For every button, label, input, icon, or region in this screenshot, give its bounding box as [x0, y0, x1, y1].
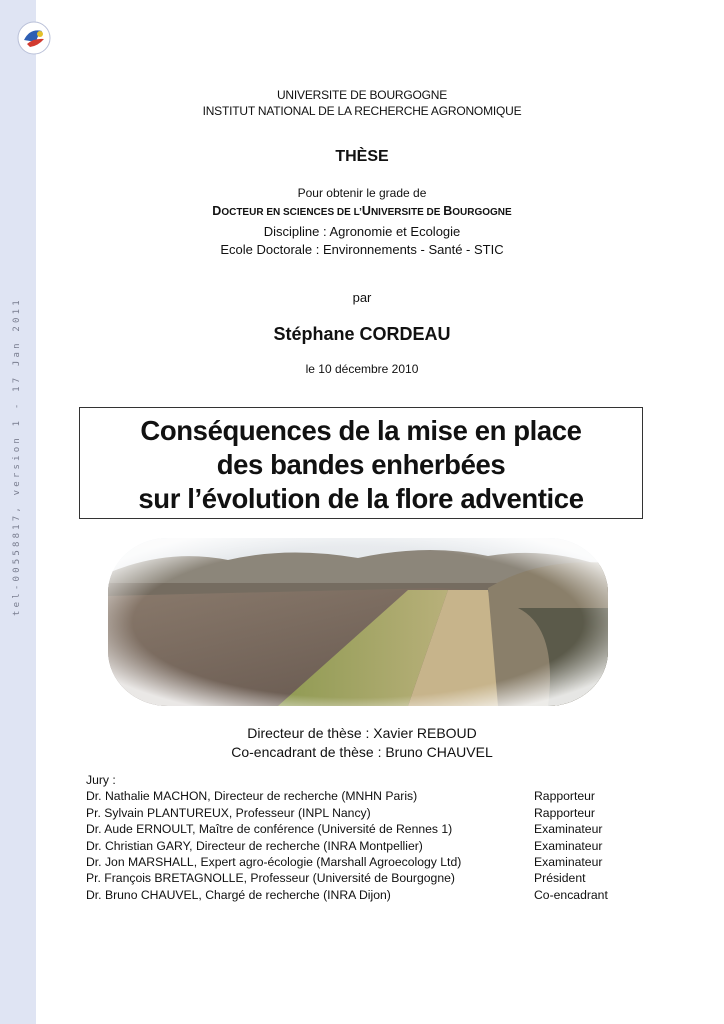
jury-member-name: Dr. Jon MARSHALL, Expert agro-écologie (Marshall Agroecology Ltd)	[86, 854, 462, 869]
jury-member-role: Président	[534, 871, 586, 886]
degree-title: DOCTEUR EN SCIENCES DE L’UNIVERSITE DE BOURGOGNE	[212, 204, 512, 218]
grade-intro: Pour obtenir le grade de	[297, 186, 427, 200]
institute-name: INSTITUT NATIONAL DE LA RECHERCHE AGRONOMIQUE	[202, 104, 522, 118]
par-label: par	[352, 290, 372, 305]
jury-member	[86, 805, 646, 821]
jury-member-role: Co-encadrant	[534, 887, 608, 902]
jury-member	[86, 870, 646, 886]
jury-member-name: Dr. Christian GARY, Directeur de recherche (INRA Montpellier)	[86, 838, 423, 853]
thesis-title-line: des bandes enherbées	[216, 449, 506, 480]
jury-member-name: Dr. Aude ERNOULT, Maître de conférence (Université de Rennes 1)	[86, 822, 453, 837]
co-supervisor: Co-encadrant de thèse : Bruno CHAUVEL	[231, 744, 493, 760]
jury-member-name: Dr. Nathalie MACHON, Directeur de recherche (MNHN Paris)	[86, 789, 418, 804]
jury-member	[86, 821, 646, 837]
jury-member-role: Rapporteur	[534, 789, 595, 804]
document-id: tel-00558817, version 1 - 17 Jan 2011	[12, 297, 22, 616]
doctoral-school: Ecole Doctorale : Environnements - Santé - STIC	[220, 242, 504, 257]
jury-member-name: Pr. Sylvain PLANTUREUX, Professeur (INPL Nancy)	[86, 805, 371, 820]
thesis-label: THÈSE	[335, 148, 389, 165]
jury-member	[86, 887, 646, 903]
discipline: Discipline : Agronomie et Ecologie	[263, 224, 461, 239]
university-name: UNIVERSITE DE BOURGOGNE	[276, 88, 448, 102]
thesis-director: Directeur de thèse : Xavier REBOUD	[247, 725, 477, 741]
jury-member	[86, 854, 646, 870]
jury-member-name: Dr. Bruno CHAUVEL, Chargé de recherche (INRA Dijon)	[86, 887, 391, 902]
hal-archives-logo	[16, 20, 52, 56]
jury-member-name: Pr. François BRETAGNOLLE, Professeur (Université de Bourgogne)	[86, 871, 455, 886]
jury-member	[86, 788, 646, 804]
jury-member-role: Examinateur	[534, 854, 603, 869]
defense-date: le 10 décembre 2010	[305, 362, 419, 376]
thesis-title-line: sur l’évolution de la flore adventice	[138, 483, 584, 514]
supervision-block	[40, 724, 684, 762]
jury-member-role: Examinateur	[534, 822, 603, 837]
jury-member-role: Rapporteur	[534, 805, 595, 820]
institution-header	[40, 87, 684, 119]
jury-label: Jury :	[86, 773, 116, 787]
author-name: Stéphane CORDEAU	[273, 324, 451, 344]
jury-member-role: Examinateur	[534, 838, 603, 853]
thesis-title-box	[79, 407, 643, 519]
field-photo	[108, 538, 608, 706]
thesis-title-line: Conséquences de la mise en place	[140, 415, 582, 446]
jury-member	[86, 838, 646, 854]
jury-list	[86, 772, 646, 903]
discipline-block	[40, 223, 684, 259]
